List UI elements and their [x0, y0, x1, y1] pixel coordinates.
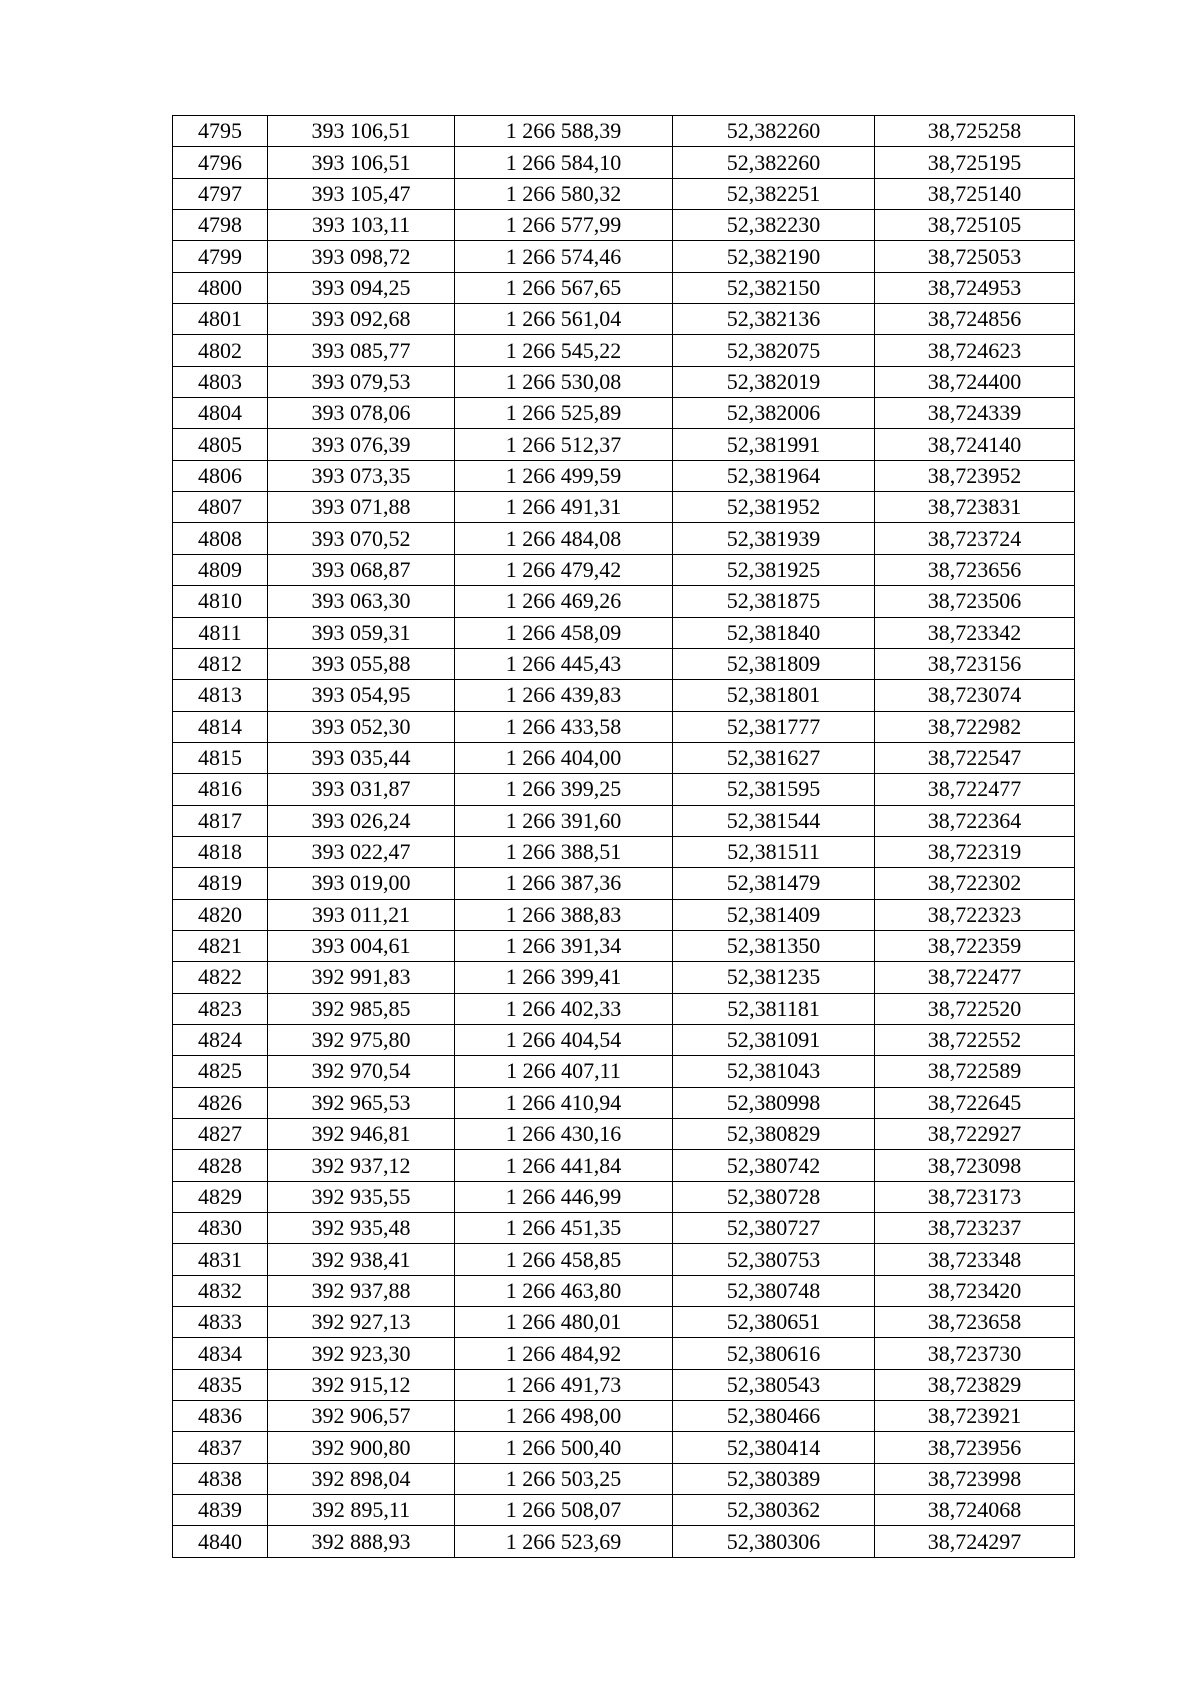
point-number-cell: 4825: [173, 1056, 268, 1087]
latitude-cell: 52,382150: [673, 272, 875, 303]
latitude-cell: 52,382190: [673, 241, 875, 272]
longitude-cell: 38,724953: [875, 272, 1075, 303]
x-coordinate-cell: 392 935,55: [268, 1181, 455, 1212]
longitude-cell: 38,724623: [875, 335, 1075, 366]
x-coordinate-cell: 393 098,72: [268, 241, 455, 272]
y-coordinate-cell: 1 266 577,99: [455, 210, 673, 241]
longitude-cell: 38,723956: [875, 1432, 1075, 1463]
y-coordinate-cell: 1 266 399,41: [455, 962, 673, 993]
point-number-cell: 4814: [173, 711, 268, 742]
latitude-cell: 52,381595: [673, 774, 875, 805]
y-coordinate-cell: 1 266 402,33: [455, 993, 673, 1024]
table-row: [173, 930, 1075, 961]
longitude-cell: 38,724339: [875, 398, 1075, 429]
y-coordinate-cell: 1 266 523,69: [455, 1526, 673, 1557]
x-coordinate-cell: 392 985,85: [268, 993, 455, 1024]
longitude-cell: 38,724140: [875, 429, 1075, 460]
point-number-cell: 4813: [173, 680, 268, 711]
point-number-cell: 4838: [173, 1463, 268, 1494]
point-number-cell: 4800: [173, 272, 268, 303]
longitude-cell: 38,722982: [875, 711, 1075, 742]
table-row: [173, 899, 1075, 930]
latitude-cell: 52,382075: [673, 335, 875, 366]
y-coordinate-cell: 1 266 451,35: [455, 1213, 673, 1244]
y-coordinate-cell: 1 266 530,08: [455, 366, 673, 397]
point-number-cell: 4809: [173, 554, 268, 585]
longitude-cell: 38,725105: [875, 210, 1075, 241]
y-coordinate-cell: 1 266 430,16: [455, 1119, 673, 1150]
point-number-cell: 4827: [173, 1119, 268, 1150]
y-coordinate-cell: 1 266 499,59: [455, 460, 673, 491]
point-number-cell: 4795: [173, 116, 268, 147]
point-number-cell: 4832: [173, 1275, 268, 1306]
x-coordinate-cell: 392 937,12: [268, 1150, 455, 1181]
y-coordinate-cell: 1 266 574,46: [455, 241, 673, 272]
latitude-cell: 52,380616: [673, 1338, 875, 1369]
latitude-cell: 52,381350: [673, 930, 875, 961]
latitude-cell: 52,380753: [673, 1244, 875, 1275]
table-row: [173, 1369, 1075, 1400]
point-number-cell: 4836: [173, 1401, 268, 1432]
longitude-cell: 38,723348: [875, 1244, 1075, 1275]
x-coordinate-cell: 392 898,04: [268, 1463, 455, 1494]
table-row: [173, 210, 1075, 241]
point-number-cell: 4831: [173, 1244, 268, 1275]
longitude-cell: 38,722359: [875, 930, 1075, 961]
table-row: [173, 335, 1075, 366]
y-coordinate-cell: 1 266 439,83: [455, 680, 673, 711]
latitude-cell: 52,380728: [673, 1181, 875, 1212]
longitude-cell: 38,722645: [875, 1087, 1075, 1118]
longitude-cell: 38,723921: [875, 1401, 1075, 1432]
table-row: [173, 774, 1075, 805]
latitude-cell: 52,380829: [673, 1119, 875, 1150]
longitude-cell: 38,723829: [875, 1369, 1075, 1400]
table-row: [173, 1119, 1075, 1150]
point-number-cell: 4840: [173, 1526, 268, 1557]
longitude-cell: 38,723420: [875, 1275, 1075, 1306]
point-number-cell: 4812: [173, 648, 268, 679]
y-coordinate-cell: 1 266 410,94: [455, 1087, 673, 1118]
table-row: [173, 742, 1075, 773]
longitude-cell: 38,722589: [875, 1056, 1075, 1087]
latitude-cell: 52,380543: [673, 1369, 875, 1400]
x-coordinate-cell: 393 063,30: [268, 586, 455, 617]
y-coordinate-cell: 1 266 391,34: [455, 930, 673, 961]
x-coordinate-cell: 392 970,54: [268, 1056, 455, 1087]
longitude-cell: 38,723656: [875, 554, 1075, 585]
y-coordinate-cell: 1 266 545,22: [455, 335, 673, 366]
y-coordinate-cell: 1 266 404,54: [455, 1024, 673, 1055]
x-coordinate-cell: 393 004,61: [268, 930, 455, 961]
table-row: [173, 1024, 1075, 1055]
longitude-cell: 38,722552: [875, 1024, 1075, 1055]
latitude-cell: 52,381544: [673, 805, 875, 836]
y-coordinate-cell: 1 266 561,04: [455, 304, 673, 335]
latitude-cell: 52,381925: [673, 554, 875, 585]
y-coordinate-cell: 1 266 388,83: [455, 899, 673, 930]
latitude-cell: 52,382251: [673, 178, 875, 209]
y-coordinate-cell: 1 266 399,25: [455, 774, 673, 805]
y-coordinate-cell: 1 266 446,99: [455, 1181, 673, 1212]
x-coordinate-cell: 392 888,93: [268, 1526, 455, 1557]
point-number-cell: 4834: [173, 1338, 268, 1369]
table-row: [173, 1432, 1075, 1463]
x-coordinate-cell: 393 035,44: [268, 742, 455, 773]
table-row: [173, 868, 1075, 899]
latitude-cell: 52,381235: [673, 962, 875, 993]
y-coordinate-cell: 1 266 484,08: [455, 523, 673, 554]
table-row: [173, 1275, 1075, 1306]
point-number-cell: 4817: [173, 805, 268, 836]
x-coordinate-cell: 393 011,21: [268, 899, 455, 930]
longitude-cell: 38,722302: [875, 868, 1075, 899]
longitude-cell: 38,722323: [875, 899, 1075, 930]
x-coordinate-cell: 393 055,88: [268, 648, 455, 679]
x-coordinate-cell: 393 019,00: [268, 868, 455, 899]
longitude-cell: 38,722319: [875, 836, 1075, 867]
longitude-cell: 38,722477: [875, 774, 1075, 805]
point-number-cell: 4806: [173, 460, 268, 491]
x-coordinate-cell: 392 946,81: [268, 1119, 455, 1150]
latitude-cell: 52,380466: [673, 1401, 875, 1432]
x-coordinate-cell: 393 079,53: [268, 366, 455, 397]
latitude-cell: 52,382260: [673, 116, 875, 147]
longitude-cell: 38,724297: [875, 1526, 1075, 1557]
table-row: [173, 680, 1075, 711]
y-coordinate-cell: 1 266 491,31: [455, 492, 673, 523]
latitude-cell: 52,381511: [673, 836, 875, 867]
point-number-cell: 4828: [173, 1150, 268, 1181]
table-row: [173, 366, 1075, 397]
point-number-cell: 4816: [173, 774, 268, 805]
point-number-cell: 4824: [173, 1024, 268, 1055]
y-coordinate-cell: 1 266 441,84: [455, 1150, 673, 1181]
x-coordinate-cell: 392 965,53: [268, 1087, 455, 1118]
latitude-cell: 52,380742: [673, 1150, 875, 1181]
latitude-cell: 52,380727: [673, 1213, 875, 1244]
longitude-cell: 38,722927: [875, 1119, 1075, 1150]
latitude-cell: 52,380748: [673, 1275, 875, 1306]
x-coordinate-cell: 393 105,47: [268, 178, 455, 209]
table-row: [173, 147, 1075, 178]
longitude-cell: 38,723074: [875, 680, 1075, 711]
x-coordinate-cell: 392 915,12: [268, 1369, 455, 1400]
latitude-cell: 52,381875: [673, 586, 875, 617]
latitude-cell: 52,381181: [673, 993, 875, 1024]
longitude-cell: 38,725140: [875, 178, 1075, 209]
table-row: [173, 1463, 1075, 1494]
latitude-cell: 52,381939: [673, 523, 875, 554]
longitude-cell: 38,723724: [875, 523, 1075, 554]
point-number-cell: 4808: [173, 523, 268, 554]
longitude-cell: 38,722520: [875, 993, 1075, 1024]
point-number-cell: 4835: [173, 1369, 268, 1400]
latitude-cell: 52,382019: [673, 366, 875, 397]
table-row: [173, 1401, 1075, 1432]
latitude-cell: 52,381840: [673, 617, 875, 648]
longitude-cell: 38,724400: [875, 366, 1075, 397]
latitude-cell: 52,382006: [673, 398, 875, 429]
table-row: [173, 523, 1075, 554]
y-coordinate-cell: 1 266 508,07: [455, 1495, 673, 1526]
table-row: [173, 398, 1075, 429]
x-coordinate-cell: 393 022,47: [268, 836, 455, 867]
point-number-cell: 4811: [173, 617, 268, 648]
latitude-cell: 52,380414: [673, 1432, 875, 1463]
point-number-cell: 4798: [173, 210, 268, 241]
point-number-cell: 4815: [173, 742, 268, 773]
y-coordinate-cell: 1 266 525,89: [455, 398, 673, 429]
y-coordinate-cell: 1 266 387,36: [455, 868, 673, 899]
point-number-cell: 4837: [173, 1432, 268, 1463]
x-coordinate-cell: 393 068,87: [268, 554, 455, 585]
table-row: [173, 1056, 1075, 1087]
point-number-cell: 4833: [173, 1307, 268, 1338]
latitude-cell: 52,381043: [673, 1056, 875, 1087]
latitude-cell: 52,381777: [673, 711, 875, 742]
longitude-cell: 38,725258: [875, 116, 1075, 147]
table-row: [173, 241, 1075, 272]
table-row: [173, 1495, 1075, 1526]
x-coordinate-cell: 393 085,77: [268, 335, 455, 366]
point-number-cell: 4818: [173, 836, 268, 867]
point-number-cell: 4810: [173, 586, 268, 617]
y-coordinate-cell: 1 266 500,40: [455, 1432, 673, 1463]
point-number-cell: 4805: [173, 429, 268, 460]
table-row: [173, 617, 1075, 648]
x-coordinate-cell: 393 073,35: [268, 460, 455, 491]
y-coordinate-cell: 1 266 491,73: [455, 1369, 673, 1400]
table-row: [173, 554, 1075, 585]
longitude-cell: 38,723952: [875, 460, 1075, 491]
point-number-cell: 4803: [173, 366, 268, 397]
table-row: [173, 492, 1075, 523]
point-number-cell: 4839: [173, 1495, 268, 1526]
table-row: [173, 993, 1075, 1024]
x-coordinate-cell: 392 927,13: [268, 1307, 455, 1338]
longitude-cell: 38,724856: [875, 304, 1075, 335]
y-coordinate-cell: 1 266 498,00: [455, 1401, 673, 1432]
table-row: [173, 962, 1075, 993]
latitude-cell: 52,381801: [673, 680, 875, 711]
table-row: [173, 1213, 1075, 1244]
table-row: [173, 178, 1075, 209]
table-row: [173, 1338, 1075, 1369]
longitude-cell: 38,723156: [875, 648, 1075, 679]
y-coordinate-cell: 1 266 404,00: [455, 742, 673, 773]
point-number-cell: 4822: [173, 962, 268, 993]
latitude-cell: 52,381091: [673, 1024, 875, 1055]
point-number-cell: 4802: [173, 335, 268, 366]
y-coordinate-cell: 1 266 479,42: [455, 554, 673, 585]
longitude-cell: 38,723998: [875, 1463, 1075, 1494]
point-number-cell: 4799: [173, 241, 268, 272]
x-coordinate-cell: 392 991,83: [268, 962, 455, 993]
table-row: [173, 1244, 1075, 1275]
y-coordinate-cell: 1 266 484,92: [455, 1338, 673, 1369]
table-row: [173, 1181, 1075, 1212]
longitude-cell: 38,723098: [875, 1150, 1075, 1181]
y-coordinate-cell: 1 266 580,32: [455, 178, 673, 209]
table-row: [173, 805, 1075, 836]
table-row: [173, 1307, 1075, 1338]
latitude-cell: 52,380651: [673, 1307, 875, 1338]
x-coordinate-cell: 392 937,88: [268, 1275, 455, 1306]
table-row: [173, 272, 1075, 303]
latitude-cell: 52,381964: [673, 460, 875, 491]
latitude-cell: 52,380362: [673, 1495, 875, 1526]
longitude-cell: 38,723237: [875, 1213, 1075, 1244]
point-number-cell: 4823: [173, 993, 268, 1024]
latitude-cell: 52,381627: [673, 742, 875, 773]
point-number-cell: 4830: [173, 1213, 268, 1244]
x-coordinate-cell: 392 906,57: [268, 1401, 455, 1432]
coordinates-table-body: [173, 116, 1075, 1558]
coordinates-table: [172, 115, 1075, 1558]
x-coordinate-cell: 393 094,25: [268, 272, 455, 303]
point-number-cell: 4821: [173, 930, 268, 961]
longitude-cell: 38,723506: [875, 586, 1075, 617]
latitude-cell: 52,380998: [673, 1087, 875, 1118]
latitude-cell: 52,381409: [673, 899, 875, 930]
x-coordinate-cell: 392 975,80: [268, 1024, 455, 1055]
y-coordinate-cell: 1 266 388,51: [455, 836, 673, 867]
table-row: [173, 586, 1075, 617]
table-row: [173, 1087, 1075, 1118]
x-coordinate-cell: 393 054,95: [268, 680, 455, 711]
table-row: [173, 429, 1075, 460]
longitude-cell: 38,725195: [875, 147, 1075, 178]
latitude-cell: 52,382230: [673, 210, 875, 241]
y-coordinate-cell: 1 266 391,60: [455, 805, 673, 836]
y-coordinate-cell: 1 266 458,85: [455, 1244, 673, 1275]
latitude-cell: 52,381952: [673, 492, 875, 523]
point-number-cell: 4819: [173, 868, 268, 899]
longitude-cell: 38,724068: [875, 1495, 1075, 1526]
x-coordinate-cell: 393 059,31: [268, 617, 455, 648]
point-number-cell: 4829: [173, 1181, 268, 1212]
x-coordinate-cell: 392 895,11: [268, 1495, 455, 1526]
latitude-cell: 52,380306: [673, 1526, 875, 1557]
x-coordinate-cell: 393 026,24: [268, 805, 455, 836]
latitude-cell: 52,380389: [673, 1463, 875, 1494]
x-coordinate-cell: 392 938,41: [268, 1244, 455, 1275]
table-row: [173, 304, 1075, 335]
y-coordinate-cell: 1 266 503,25: [455, 1463, 673, 1494]
latitude-cell: 52,381479: [673, 868, 875, 899]
y-coordinate-cell: 1 266 407,11: [455, 1056, 673, 1087]
longitude-cell: 38,722477: [875, 962, 1075, 993]
point-number-cell: 4801: [173, 304, 268, 335]
y-coordinate-cell: 1 266 469,26: [455, 586, 673, 617]
x-coordinate-cell: 393 052,30: [268, 711, 455, 742]
longitude-cell: 38,723730: [875, 1338, 1075, 1369]
point-number-cell: 4807: [173, 492, 268, 523]
latitude-cell: 52,382136: [673, 304, 875, 335]
x-coordinate-cell: 392 900,80: [268, 1432, 455, 1463]
y-coordinate-cell: 1 266 458,09: [455, 617, 673, 648]
table-row: [173, 711, 1075, 742]
point-number-cell: 4820: [173, 899, 268, 930]
longitude-cell: 38,723831: [875, 492, 1075, 523]
table-row: [173, 1526, 1075, 1557]
latitude-cell: 52,381991: [673, 429, 875, 460]
x-coordinate-cell: 393 071,88: [268, 492, 455, 523]
table-row: [173, 648, 1075, 679]
table-row: [173, 116, 1075, 147]
longitude-cell: 38,723173: [875, 1181, 1075, 1212]
table-row: [173, 1150, 1075, 1181]
x-coordinate-cell: 393 070,52: [268, 523, 455, 554]
point-number-cell: 4796: [173, 147, 268, 178]
table-row: [173, 836, 1075, 867]
x-coordinate-cell: 393 078,06: [268, 398, 455, 429]
y-coordinate-cell: 1 266 512,37: [455, 429, 673, 460]
latitude-cell: 52,382260: [673, 147, 875, 178]
y-coordinate-cell: 1 266 584,10: [455, 147, 673, 178]
x-coordinate-cell: 392 923,30: [268, 1338, 455, 1369]
x-coordinate-cell: 392 935,48: [268, 1213, 455, 1244]
y-coordinate-cell: 1 266 588,39: [455, 116, 673, 147]
point-number-cell: 4804: [173, 398, 268, 429]
x-coordinate-cell: 393 103,11: [268, 210, 455, 241]
longitude-cell: 38,725053: [875, 241, 1075, 272]
y-coordinate-cell: 1 266 433,58: [455, 711, 673, 742]
longitude-cell: 38,723342: [875, 617, 1075, 648]
y-coordinate-cell: 1 266 567,65: [455, 272, 673, 303]
point-number-cell: 4797: [173, 178, 268, 209]
longitude-cell: 38,722547: [875, 742, 1075, 773]
point-number-cell: 4826: [173, 1087, 268, 1118]
y-coordinate-cell: 1 266 463,80: [455, 1275, 673, 1306]
x-coordinate-cell: 393 092,68: [268, 304, 455, 335]
longitude-cell: 38,722364: [875, 805, 1075, 836]
table-row: [173, 460, 1075, 491]
x-coordinate-cell: 393 031,87: [268, 774, 455, 805]
longitude-cell: 38,723658: [875, 1307, 1075, 1338]
x-coordinate-cell: 393 106,51: [268, 116, 455, 147]
y-coordinate-cell: 1 266 445,43: [455, 648, 673, 679]
y-coordinate-cell: 1 266 480,01: [455, 1307, 673, 1338]
x-coordinate-cell: 393 106,51: [268, 147, 455, 178]
latitude-cell: 52,381809: [673, 648, 875, 679]
x-coordinate-cell: 393 076,39: [268, 429, 455, 460]
